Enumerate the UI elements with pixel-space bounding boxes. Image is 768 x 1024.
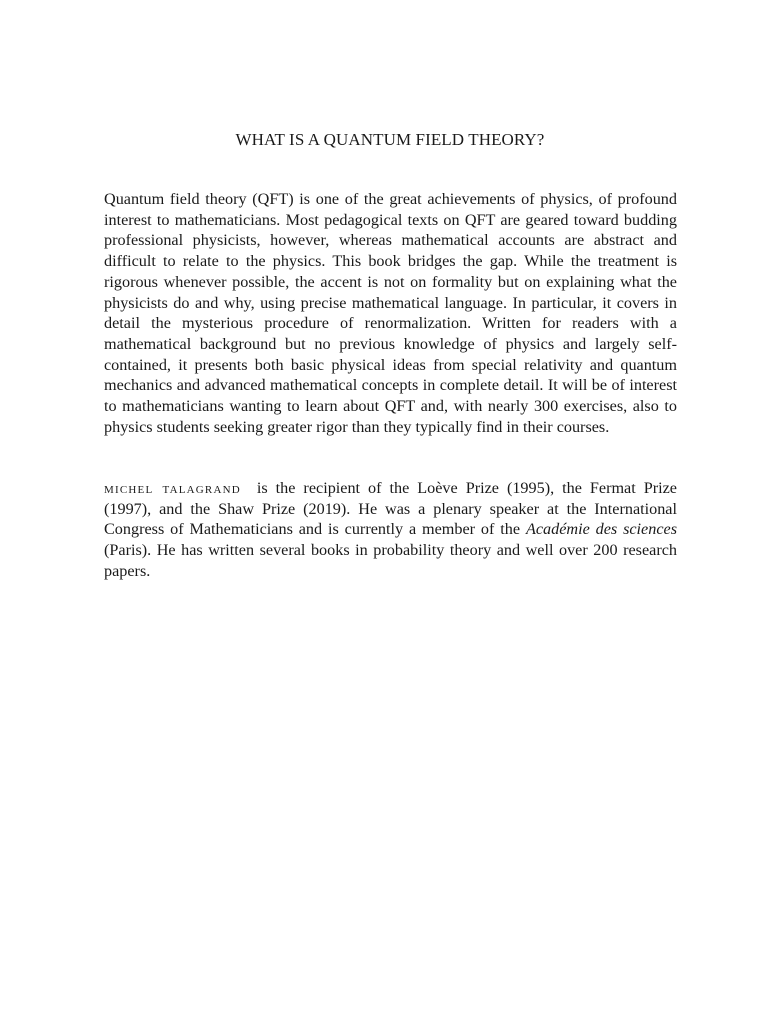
author-name: michel talagrand — [104, 479, 241, 497]
author-bio-text-1: is the recipient of the Loève Prize (1995), the Fermat Prize (1997), and the Shaw Prize (2019). He was a plenary speaker at the International Congress of Mathematicians and is currently a member of the — [104, 479, 677, 539]
author-bio — [104, 478, 677, 582]
book-title: WHAT IS A QUANTUM FIELD THEORY? — [235, 130, 545, 149]
academy-name: Académie des sciences — [525, 520, 678, 539]
author-bio-text-2: (Paris). He has written several books in probability theory and well over 200 research papers. — [104, 541, 677, 580]
book-description: Quantum field theory (QFT) is one of the great achievements of physics, of profound interest to mathematicians. Most pedagogical texts on QFT are geared toward budding professional physicists, however, whereas mathematical accounts are abstract and difficult to relate to the physics. This book bridges the gap. While the treatment is rigorous whenever possible, the accent is not on formality but on explaining what the physicists do and why, using precise mathematical language. In particular, it covers in detail the mysterious procedure of renormalization. Written for readers with a mathematical background but no previous knowledge of physics and largely self-contained, it presents both basic physical ideas from special relativity and quantum mechanics and advanced mathematical concepts in complete detail. It will be of interest to mathematicians wanting to learn about QFT and, with nearly 300 exercises, also to physics students seeking greater rigor than they typically find in their courses. — [104, 190, 677, 436]
